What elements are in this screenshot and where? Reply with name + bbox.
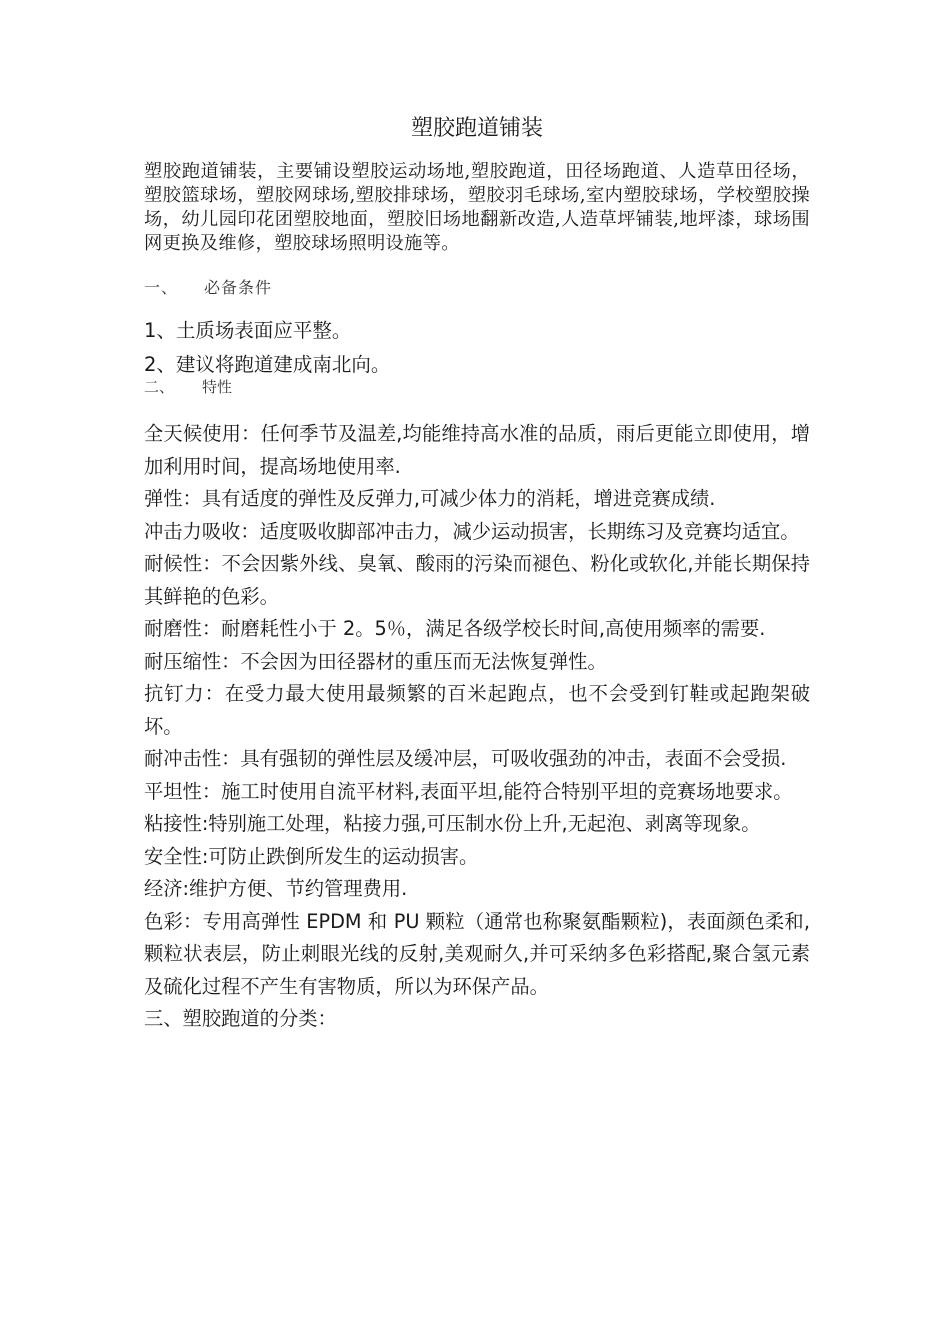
document-page: [144, 114, 810, 1036]
feature-shock-resistance: 耐冲击性：具有强韧的弹性层及缓冲层，可吸收强劲的冲击，表面不会受损.: [144, 747, 787, 770]
section-number: 一、: [144, 278, 179, 297]
section-heading-classification: 三、塑胶跑道的分类：: [144, 1007, 337, 1030]
feature-compression-resistance: 耐压缩性：不会因为田径器材的重压而无法恢复弹性。: [144, 649, 607, 673]
section-title: 必备条件: [204, 278, 273, 297]
feature-all-weather: 全天候使用：任何季节及温差,均能维持高水准的品质，雨后更能立即使用，增加利用时间，提高场地使用率.: [144, 422, 810, 478]
document-title: 塑胶跑道铺装: [410, 116, 543, 141]
feature-abrasion-resistance: 耐磨性：耐磨耗性小于 2。5％，满足各级学校长时间,高使用频率的需要.: [144, 617, 766, 640]
feature-spike-resistance: 抗钉力：在受力最大使用最频繁的百米起跑点，也不会受到钉鞋或起跑架破坏。: [144, 682, 810, 738]
section-title: 特性: [202, 378, 233, 396]
intro-paragraph: 塑胶跑道铺装，主要铺设塑胶运动场地,塑胶跑道，田径场跑道、人造草田径场，塑胶篮球场，塑胶网球场,塑胶排球场，塑胶羽毛球场,室内塑胶球场，学校塑胶操场，幼儿园印花团塑胶地面，塑胶旧场地翻新改造,人造草坪铺装,地坪漆，球场围网更换及维修，塑胶球场照明设施等。: [144, 161, 810, 254]
requirement-item: 1、土质场表面应平整。: [144, 319, 352, 342]
feature-impact-absorption: 冲击力吸收：适度吸收脚部冲击力，减少运动损害，长期练习及竞赛均适宜。: [144, 519, 800, 543]
feature-adhesion: 粘接性:特别施工处理，粘接力强,可压制水份上升,无起泡、剥离等现象。: [144, 812, 761, 835]
feature-color: 色彩：专用高弹性 EPDM 和 PU 颗粒（通常也称聚氨酯颗粒)，表面颜色柔和,颗粒状表层，防止刺眼光线的反射,美观耐久,并可采纳多色彩搭配,聚合氢元素及硫化过程不产生有害物质，所以为环保产品。: [144, 909, 810, 998]
feature-elasticity: 弹性：具有适度的弹性及反弹力,可减少体力的消耗，增进竞赛成绩.: [144, 487, 716, 510]
feature-flatness: 平坦性：施工时使用自流平材料,表面平坦,能符合特别平坦的竞赛场地要求。: [144, 779, 793, 803]
section-number: 二、: [144, 378, 175, 396]
requirement-item: 2、建议将跑道建成南北向。: [144, 353, 391, 376]
feature-safety: 安全性:可防止跌倒所发生的运动损害。: [144, 844, 479, 868]
features-list: [144, 418, 810, 1003]
feature-weather-resistance: 耐候性：不会因紫外线、臭氧、酸雨的污染而褪色、粉化或软化,并能长期保持其鲜艳的色彩。: [144, 552, 810, 608]
section-heading-requirements: [144, 276, 810, 300]
feature-economy: 经济:维护方便、节约管理费用.: [144, 877, 408, 900]
